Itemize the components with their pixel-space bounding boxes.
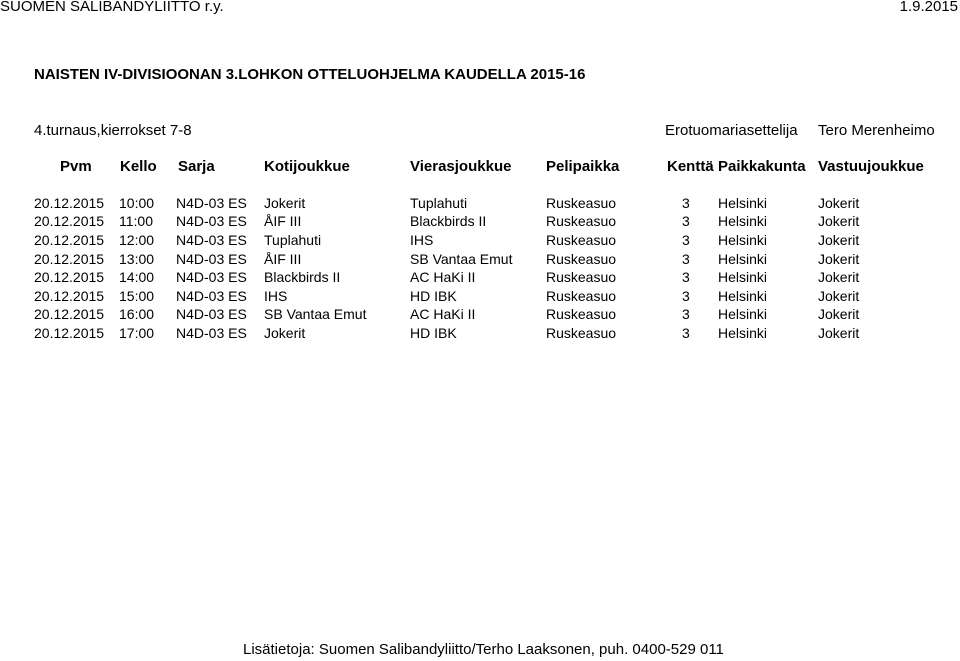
match-venue: Ruskeasuo <box>546 288 617 304</box>
match-town: Helsinki <box>718 232 768 248</box>
responsible-team: Jokerit <box>818 288 860 304</box>
home-team: Blackbirds II <box>264 269 341 285</box>
match-town: Helsinki <box>718 288 768 304</box>
table-row <box>0 325 960 343</box>
match-time: 11:00 <box>119 213 153 229</box>
responsible-team: Jokerit <box>818 195 860 211</box>
footer-contact: Lisätietoja: Suomen Salibandyliitto/Terho Laaksonen, puh. 0400-529 011 <box>243 641 724 658</box>
match-venue: Ruskeasuo <box>546 213 617 229</box>
table-row <box>0 306 960 324</box>
away-team: HD IBK <box>410 288 457 304</box>
table-row <box>0 213 960 231</box>
table-row <box>0 288 960 306</box>
match-town: Helsinki <box>718 325 768 341</box>
match-venue: Ruskeasuo <box>546 251 617 267</box>
column-header-field: Kenttä <box>667 158 714 175</box>
match-time: 15:00 <box>119 288 155 304</box>
match-field: 3 <box>682 213 690 229</box>
column-header-date: Pvm <box>60 158 92 175</box>
match-date: 20.12.2015 <box>34 213 105 229</box>
match-series: N4D-03 ES <box>176 213 247 229</box>
match-town: Helsinki <box>718 306 768 322</box>
away-team: AC HaKi II <box>410 269 476 285</box>
responsible-team: Jokerit <box>818 232 860 248</box>
match-date: 20.12.2015 <box>34 269 105 285</box>
responsible-team: Jokerit <box>818 213 860 229</box>
match-field: 3 <box>682 306 690 322</box>
referee-label: Erotuomariasettelija <box>665 122 798 139</box>
match-town: Helsinki <box>718 251 768 267</box>
match-town: Helsinki <box>718 213 768 229</box>
away-team: HD IBK <box>410 325 457 341</box>
responsible-team: Jokerit <box>818 251 860 267</box>
away-team: SB Vantaa Emut <box>410 251 513 267</box>
print-date: 1.9.2015 <box>899 0 958 15</box>
column-header-home: Kotijoukkue <box>264 158 350 175</box>
column-header-responsible: Vastuujoukkue <box>818 158 924 175</box>
referee-name: Tero Merenheimo <box>818 122 935 139</box>
home-team: ÅIF III <box>264 251 302 267</box>
match-town: Helsinki <box>718 269 768 285</box>
document-title: NAISTEN IV-DIVISIOONAN 3.LOHKON OTTELUOHJELMA KAUDELLA 2015-16 <box>34 66 586 83</box>
home-team: Jokerit <box>264 325 306 341</box>
match-venue: Ruskeasuo <box>546 195 617 211</box>
match-field: 3 <box>682 288 690 304</box>
match-series: N4D-03 ES <box>176 251 247 267</box>
column-header-series: Sarja <box>178 158 215 175</box>
table-row <box>0 232 960 250</box>
match-date: 20.12.2015 <box>34 251 105 267</box>
home-team: Jokerit <box>264 195 306 211</box>
organization-name: SUOMEN SALIBANDYLIITTO r.y. <box>0 0 224 15</box>
responsible-team: Jokerit <box>818 269 860 285</box>
match-venue: Ruskeasuo <box>546 269 617 285</box>
match-time: 14:00 <box>119 269 155 285</box>
away-team: Blackbirds II <box>410 213 487 229</box>
round-info: 4.turnaus,kierrokset 7-8 <box>34 122 192 139</box>
match-time: 10:00 <box>119 195 155 211</box>
match-time: 12:00 <box>119 232 155 248</box>
home-team: ÅIF III <box>264 213 302 229</box>
column-header-time: Kello <box>120 158 157 175</box>
away-team: IHS <box>410 232 434 248</box>
match-venue: Ruskeasuo <box>546 306 617 322</box>
match-series: N4D-03 ES <box>176 306 247 322</box>
match-series: N4D-03 ES <box>176 269 247 285</box>
match-field: 3 <box>682 325 690 341</box>
match-time: 17:00 <box>119 325 155 341</box>
match-venue: Ruskeasuo <box>546 325 617 341</box>
match-field: 3 <box>682 195 690 211</box>
away-team: Tuplahuti <box>410 195 468 211</box>
home-team: IHS <box>264 288 288 304</box>
match-time: 13:00 <box>119 251 155 267</box>
match-town: Helsinki <box>718 195 768 211</box>
match-date: 20.12.2015 <box>34 325 105 341</box>
match-date: 20.12.2015 <box>34 288 105 304</box>
match-series: N4D-03 ES <box>176 325 247 341</box>
match-date: 20.12.2015 <box>34 306 105 322</box>
match-date: 20.12.2015 <box>34 195 105 211</box>
match-date: 20.12.2015 <box>34 232 105 248</box>
home-team: SB Vantaa Emut <box>264 306 367 322</box>
table-row <box>0 195 960 213</box>
table-row <box>0 269 960 287</box>
responsible-team: Jokerit <box>818 306 860 322</box>
match-series: N4D-03 ES <box>176 232 247 248</box>
match-series: N4D-03 ES <box>176 288 247 304</box>
match-field: 3 <box>682 232 690 248</box>
table-row <box>0 251 960 269</box>
match-series: N4D-03 ES <box>176 195 247 211</box>
column-header-away: Vierasjoukkue <box>410 158 512 175</box>
match-field: 3 <box>682 269 690 285</box>
away-team: AC HaKi II <box>410 306 476 322</box>
match-field: 3 <box>682 251 690 267</box>
column-header-venue: Pelipaikka <box>546 158 620 175</box>
home-team: Tuplahuti <box>264 232 322 248</box>
responsible-team: Jokerit <box>818 325 860 341</box>
match-venue: Ruskeasuo <box>546 232 617 248</box>
column-header-town: Paikkakunta <box>718 158 806 175</box>
match-time: 16:00 <box>119 306 155 322</box>
